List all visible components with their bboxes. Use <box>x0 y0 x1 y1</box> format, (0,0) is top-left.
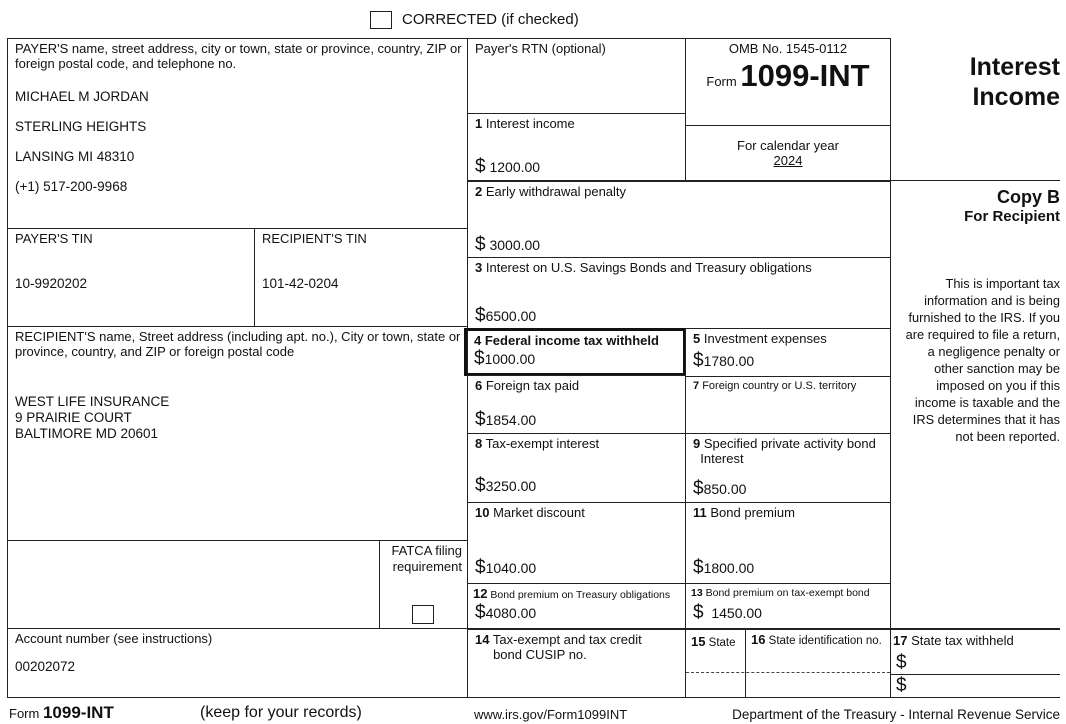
recipient-box[interactable] <box>7 326 468 541</box>
corrected-checkbox[interactable] <box>370 11 392 29</box>
box-4-label: 4 Federal income tax withheld <box>474 333 659 348</box>
box-10-value: $1040.00 <box>475 557 537 578</box>
title-line-1: Interest <box>969 53 1060 81</box>
payer-address-line2: STERLING HEIGHTS <box>15 119 147 134</box>
calendar-year: 2024 <box>773 153 803 168</box>
box-2-label: 2 Early withdrawal penalty <box>475 184 627 199</box>
copy-label <box>964 186 1060 225</box>
box-16-label: 16 State identification no. <box>751 632 882 647</box>
box-15-label: 15 State <box>691 634 736 649</box>
recipient-street: 9 PRAIRIE COURT <box>15 410 132 425</box>
box-13[interactable] <box>685 583 891 629</box>
box-9-label: 9 Specified private activity bond Interest <box>693 436 876 466</box>
box-6-value: $1854.00 <box>475 409 537 430</box>
footer-dept: Department of the Treasury - Internal Revenue Service <box>732 707 1060 722</box>
box-1-value: $ 1200.00 <box>475 156 541 177</box>
box-6[interactable] <box>467 375 686 434</box>
box-3-value: $6500.00 <box>475 305 537 326</box>
box-11-value: $1800.00 <box>693 557 755 578</box>
fatca-box <box>379 540 468 629</box>
box-12-value: $4080.00 <box>475 602 537 623</box>
form-title <box>970 52 1060 112</box>
box-12-label: 12 Bond premium on Treasury obligations <box>473 586 671 601</box>
box-5-label: 5 Investment expenses <box>693 331 827 346</box>
recipient-label: RECIPIENT'S name, Street address (including apt. no.), City or town, state or province, country, and ZIP or foreign postal code <box>15 329 461 359</box>
omb-box <box>685 38 891 126</box>
payer-name: MICHAEL M JORDAN <box>15 89 149 104</box>
recipient-tin-label: RECIPIENT'S TIN <box>262 231 367 246</box>
box-5[interactable] <box>685 328 891 377</box>
box-7-label: 7 Foreign country or U.S. territory <box>693 380 857 392</box>
box-17-row-1: $ <box>896 652 907 673</box>
box-14-label: 14 Tax-exempt and tax credit bond CUSIP no. <box>475 632 642 662</box>
for-recipient: For Recipient <box>964 208 1060 225</box>
notice-text: This is important tax information and is being furnished to the IRS. If you are required to file a return, a negligence penalty or other sanction may be imposed on you if this income is taxable and the IRS determines that it has not been reported. <box>905 276 1060 444</box>
box-8-label: 8 Tax-exempt interest <box>475 436 600 451</box>
box-1[interactable] <box>467 113 686 181</box>
box-8-value: $3250.00 <box>475 475 537 496</box>
box-14[interactable] <box>467 628 686 698</box>
box-7[interactable] <box>685 376 891 434</box>
rtn-box[interactable] <box>467 38 686 114</box>
box-9[interactable] <box>685 433 891 503</box>
box-15[interactable] <box>685 628 746 698</box>
payer-box[interactable] <box>7 38 468 229</box>
box-11-label: 11 Bond premium <box>693 505 795 520</box>
footer-form-id: Form 1099-INT <box>9 703 114 722</box>
box-3[interactable] <box>467 257 891 329</box>
divider <box>890 180 1060 181</box>
copy-b: Copy B <box>997 187 1060 207</box>
box-4[interactable] <box>464 328 686 376</box>
rtn-label: Payer's RTN (optional) <box>475 41 606 56</box>
calendar-label: For calendar year <box>737 138 839 153</box>
box-5-value: $1780.00 <box>693 350 755 371</box>
box-17-divider <box>890 674 1060 675</box>
omb-number: OMB No. 1545-0112 <box>728 41 848 56</box>
fatca-checkbox[interactable] <box>412 605 434 624</box>
box-16[interactable] <box>745 628 891 698</box>
box-17[interactable] <box>890 628 1060 698</box>
payer-label: PAYER'S name, street address, city or town, state or province, country, ZIP or foreign postal code, and telephone no. <box>15 41 462 71</box>
account-value: 00202072 <box>15 659 76 674</box>
box-8[interactable] <box>467 433 686 503</box>
payer-address-line3: LANSING MI 48310 <box>15 149 135 164</box>
title-line-2: Income <box>972 83 1060 111</box>
box-13-label: 13 Bond premium on tax-exempt bond <box>691 587 870 599</box>
box-10[interactable] <box>467 502 686 584</box>
box-4-value: $1000.00 <box>474 348 536 369</box>
recipient-tin-value: 101-42-0204 <box>262 276 339 291</box>
payer-tin-label: PAYER'S TIN <box>15 231 93 246</box>
box-11[interactable] <box>685 502 891 584</box>
recipient-name: WEST LIFE INSURANCE <box>15 394 170 409</box>
payer-tin-value: 10-9920202 <box>15 276 88 291</box>
box-13-value: $ 1450.00 <box>693 602 762 623</box>
fatca-label: FATCA filing <box>391 543 462 558</box>
recipient-city: BALTIMORE MD 20601 <box>15 426 159 441</box>
box-17-label: 17 State tax withheld <box>893 633 1014 648</box>
calendar-year-box <box>685 125 891 181</box>
recipient-tin-box[interactable] <box>254 228 468 327</box>
blank-box <box>7 540 380 629</box>
box-2-value: $ 3000.00 <box>475 234 541 255</box>
footer-url[interactable]: www.irs.gov/Form1099INT <box>474 707 628 722</box>
fatca-label-2: requirement <box>392 559 462 574</box>
box-1-label: 1 Interest income <box>475 116 575 131</box>
box-2[interactable] <box>467 180 891 258</box>
state-row-divider <box>686 672 890 673</box>
account-label: Account number (see instructions) <box>15 631 213 646</box>
account-box[interactable] <box>7 628 468 698</box>
form-id: Form 1099-INT <box>706 58 870 93</box>
box-9-value: $850.00 <box>693 478 747 499</box>
payer-tin-box[interactable] <box>7 228 255 327</box>
footer-keep: (keep for your records) <box>200 704 362 721</box>
box-12[interactable] <box>467 583 686 629</box>
box-17-row-2: $ <box>896 675 907 696</box>
box-10-label: 10 Market discount <box>475 505 585 520</box>
payer-phone: (+1) 517-200-9968 <box>15 179 128 194</box>
corrected-label: CORRECTED (if checked) <box>402 11 579 28</box>
box-6-label: 6 Foreign tax paid <box>475 378 580 393</box>
box-3-label: 3 Interest on U.S. Savings Bonds and Treasury obligations <box>475 260 812 275</box>
